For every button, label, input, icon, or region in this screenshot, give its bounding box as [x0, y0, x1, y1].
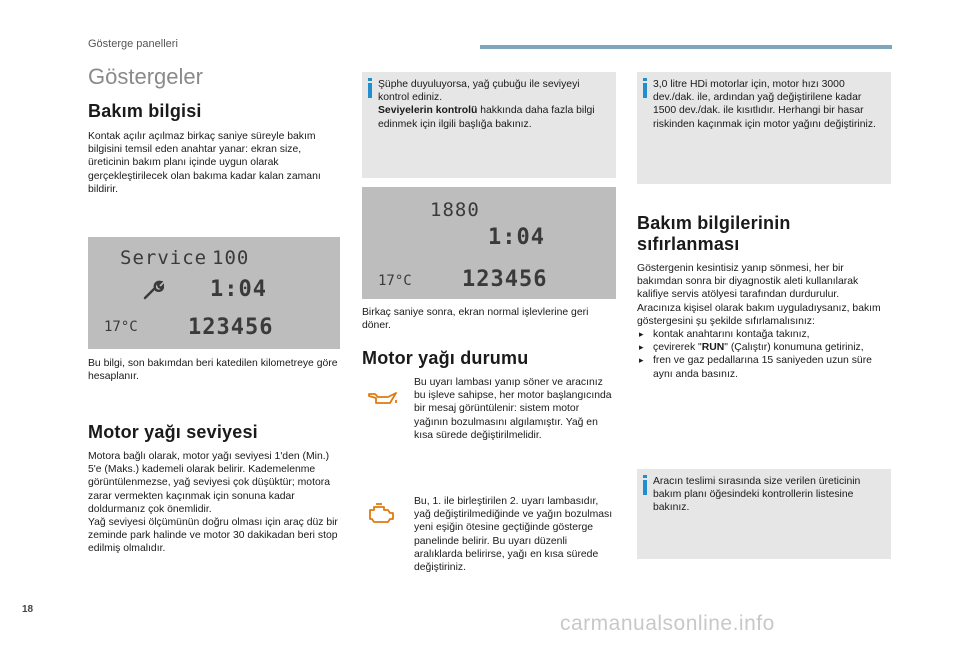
maintenance-heading: Bakım bilgisi	[88, 101, 202, 121]
display-caption: Bu bilgi, son bakımdan beri katedilen kilometreye göre hesaplanır.	[88, 358, 338, 383]
info-box-text: Aracın teslimi sırasında size verilen üreticinin bakım planı öğesindeki kontrollerin listesine bakınız.	[653, 476, 861, 514]
oil-level-heading: Motor yağı seviyesi	[88, 422, 258, 442]
wrench-icon	[142, 279, 164, 301]
step-text: çevirerek "	[653, 342, 702, 354]
info-box-text	[378, 78, 610, 131]
watermark: carmanualsonline.info	[560, 612, 775, 635]
oil-level-paragraph: Motora bağlı olarak, motor yağı seviyesi 1'den (Min.) 5'e (Maks.) kademeli olarak belirir. Kademelenme görüntülenmezse, yağ seviyesi çok düşüktür; motora zarar vermekten kaçınmak için sonuna kadar doldurmanız çok önemlidir.	[88, 451, 330, 515]
section-header: Gösterge panelleri	[88, 38, 178, 50]
reset-paragraph-2: Aracınıza kişisel olarak bakım uyguladıysanız, bakım göstergesini şu şekilde sıfırlamalısınız:	[637, 302, 881, 327]
reset-heading-line: sıfırlanması	[637, 234, 740, 254]
odometer: 123456	[462, 267, 548, 292]
service-label: Service	[120, 247, 208, 269]
info-box-text: 3,0 litre HDi motorlar için, motor hızı 3000 dev./dak. ile, ardından yağ değiştirilene kadar 1500 dev./dak. ile kısıtlıdır. Herhangi bir hasar riskinden kaçınmak için motor yağını değiştiriniz.	[653, 79, 876, 130]
engine-warning-icon	[366, 502, 396, 526]
list-item	[637, 341, 891, 354]
oil-can-icon	[366, 388, 400, 408]
display-caption-2: Birkaç saniye sonra, ekran normal işlevlerine geri döner.	[362, 307, 589, 332]
normal-display	[362, 187, 616, 299]
list-item: ▸ kontak anahtarını kontağa takınız,	[637, 328, 891, 341]
clock-time: 1:04	[488, 225, 545, 250]
info-box-hdi	[637, 72, 891, 184]
reset-heading	[637, 213, 891, 255]
reset-paragraph: Göstergenin kesintisiz yanıp sönmesi, her bir bakımdan sonra bir diyagnostik aleti kullanılarak kalifiye servis atölyesi tarafından durdurulur.	[637, 263, 859, 301]
info-bold-link: Seviyelerin kontrolü	[378, 105, 478, 117]
odometer: 123456	[188, 315, 274, 340]
step-text: " (Çalıştır) konumuna getiriniz,	[724, 342, 864, 354]
warning2-text: Bu, 1. ile birleştirilen 2. uyarı lambasıdır, yağ değiştirilmediğinde ve yağın bozulması yeni eşiğin ötesine geçtiğinde gösterge panelinde belirir. Bu uyarı düzenli aralıklarda belirirse, yağı en kısa sürede değiştiriniz.	[414, 496, 613, 574]
list-item: ▸ fren ve gaz pedallarına 15 saniyeden uzun süre aynı anda basınız.	[637, 354, 891, 380]
reset-steps-list	[637, 328, 891, 381]
info-line: Şüphe duyuluyorsa, yağ çubuğu ile seviyeyi kontrol ediniz.	[378, 79, 580, 104]
info-icon	[641, 78, 649, 98]
header-divider	[480, 45, 892, 49]
temperature: 17°C	[104, 319, 138, 335]
info-icon	[366, 78, 374, 98]
reset-heading-line: Bakım bilgilerinin	[637, 213, 791, 233]
clock-time: 1:04	[210, 277, 267, 302]
service-display	[88, 237, 340, 349]
reset-text	[637, 262, 891, 381]
oil-status-heading: Motor yağı durumu	[362, 348, 529, 368]
info-line-2: hakkında daha fazla bilgi edinmek için ilgili başlığa bakınız.	[378, 105, 595, 130]
temperature: 17°C	[378, 273, 412, 289]
info-icon	[641, 475, 649, 495]
display-value: 1880	[430, 199, 480, 221]
maintenance-text: Kontak açılır açılmaz birkaç saniye süreyle bakım bilgisini temsil eden anahtar yanar: ekran size, üreticinin bakım planı içinde uygun olarak gerçekleştirilecek olan bakıma kadar kalan zamanı bildirir.	[88, 131, 321, 195]
service-value: 100	[212, 247, 250, 269]
info-box-maintenance-plan	[637, 469, 891, 559]
warning1-text: Bu uyarı lambası yanıp söner ve aracınız bu işleve sahipse, her motor başlangıcında bir mesaj görüntülenir: sistem motor yağının bozulmasını algılamıştır. Yağ en kısa sürede değiştirilmelidir.	[414, 377, 612, 441]
oil-level-paragraph-2: Yağ seviyesi ölçümünün doğru olması için araç düz bir zeminde park halinde ve motor 30 dakikadan beri stop edilmiş olmalıdır.	[88, 517, 338, 555]
info-box-dipstick	[362, 72, 616, 178]
oil-level-text	[88, 450, 340, 556]
page-title: Göstergeler	[88, 64, 203, 89]
step-bold: RUN	[701, 342, 725, 354]
page-number: 18	[22, 604, 34, 615]
